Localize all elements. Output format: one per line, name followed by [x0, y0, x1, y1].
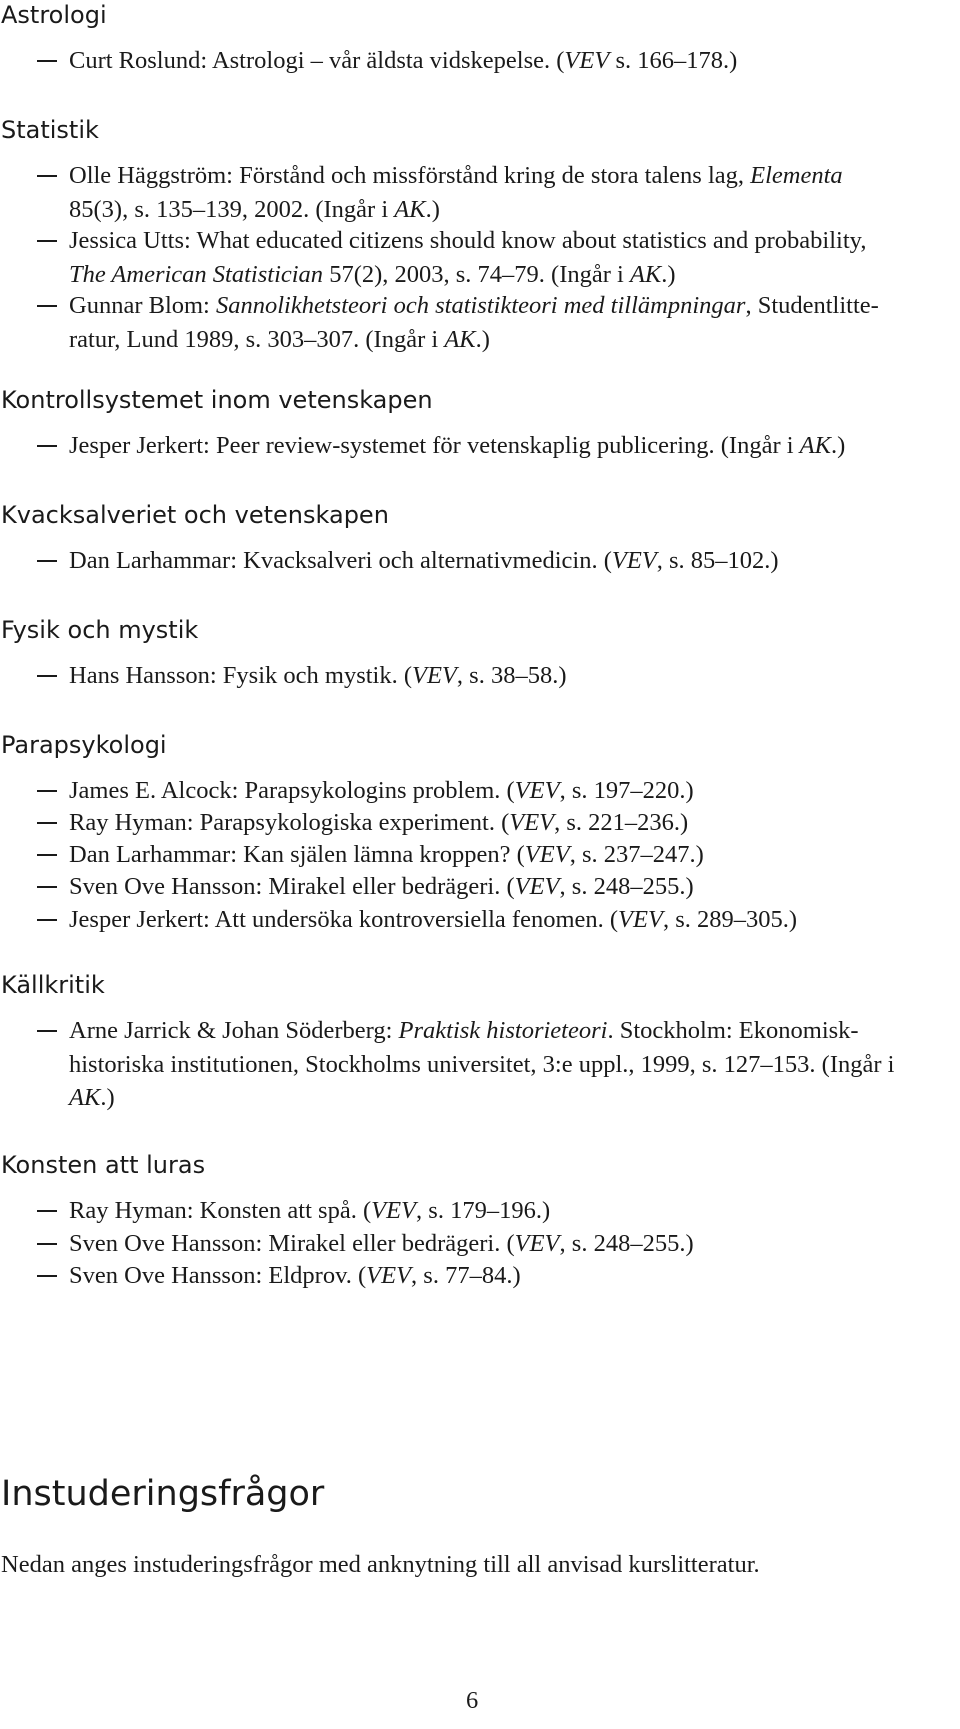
text-segment: Arne Jarrick & Johan Söderberg:: [69, 1017, 399, 1044]
text-segment: , s. 289–305.): [662, 906, 798, 933]
text-segment: Ray Hyman: Parapsykologiska experiment. (: [69, 809, 510, 836]
dash-bullet-icon: [37, 175, 57, 177]
italic-text: AK: [629, 261, 662, 288]
reference-line: [69, 1261, 521, 1291]
text-segment: historiska institutionen, Stockholms universitet, 3:e uppl., 1999, s. 127–153. (Ingår i: [69, 1051, 895, 1078]
text-segment: Dan Larhammar: Kan själen lämna kroppen? (: [69, 841, 525, 868]
reference-line: [69, 195, 440, 225]
dash-bullet-icon: [37, 445, 57, 447]
text-segment: 57(2), 2003, s. 74–79. (Ingår i: [323, 261, 630, 288]
dash-bullet-icon: [37, 886, 57, 888]
text-segment: Jesper Jerkert: Peer review-systemet för vetenskaplig publicering. (Ingår i: [69, 432, 800, 459]
section-heading-fysik-och-mystik: Fysik och mystik: [1, 616, 199, 644]
dash-bullet-icon: [37, 1243, 57, 1245]
reference-line: [69, 291, 879, 321]
text-segment: Gunnar Blom:: [69, 292, 216, 319]
dash-bullet-icon: [37, 560, 57, 562]
study-questions-heading: Instuderingsfrågor: [1, 1474, 325, 1514]
text-segment: Jessica Utts: What educated citizens should know about statistics and probability,: [69, 227, 867, 254]
italic-text: AK: [444, 326, 476, 353]
section-heading-k-llkritik: Källkritik: [1, 971, 105, 999]
italic-text: Elementa: [750, 162, 843, 189]
italic-text: VEV: [366, 1262, 412, 1289]
text-segment: Sven Ove Hansson: Eldprov. (: [69, 1262, 367, 1289]
reference-line: [69, 905, 797, 935]
reference-line: [69, 1196, 550, 1226]
reference-line: [69, 776, 694, 806]
text-segment: , s. 77–84.): [411, 1262, 521, 1289]
text-segment: ratur, Lund 1989, s. 303–307. (Ingår i: [69, 326, 445, 353]
reference-line: [69, 325, 490, 355]
text-segment: Jesper Jerkert: Att undersöka kontroversiella fenomen. (: [69, 906, 619, 933]
dash-bullet-icon: [37, 854, 57, 856]
dash-bullet-icon: [37, 1030, 57, 1032]
italic-text: VEV: [611, 547, 657, 574]
text-segment: Sven Ove Hansson: Mirakel eller bedrägeri. (: [69, 1230, 515, 1257]
dash-bullet-icon: [37, 1275, 57, 1277]
reference-line: [69, 546, 779, 576]
reference-line: [69, 260, 676, 290]
text-segment: . Stockholm: Ekonomisk-: [607, 1017, 859, 1044]
italic-text: Praktisk historieteori: [398, 1017, 608, 1044]
section-heading-parapsykologi: Parapsykologi: [1, 731, 167, 759]
text-segment: Olle Häggström: Förstånd och missförstånd kring de stora talens lag,: [69, 162, 751, 189]
section-heading-kontrollsystemet-inom-vetenskapen: Kontrollsystemet inom vetenskapen: [1, 386, 433, 414]
dash-bullet-icon: [37, 305, 57, 307]
text-segment: , s. 85–102.): [656, 547, 779, 574]
reference-line: [69, 661, 566, 691]
text-segment: .): [425, 196, 440, 223]
text-segment: , s. 221–236.): [554, 809, 689, 836]
text-segment: Sven Ove Hansson: Mirakel eller bedrägeri. (: [69, 873, 515, 900]
reference-line: [69, 1016, 859, 1046]
italic-text: VEV: [514, 777, 560, 804]
reference-line: [69, 226, 866, 256]
italic-text: AK: [394, 196, 426, 223]
section-heading-konsten-att-luras: Konsten att luras: [1, 1151, 206, 1179]
section-heading-astrologi: Astrologi: [1, 1, 107, 29]
reference-line: [69, 840, 704, 870]
reference-line: [69, 1083, 115, 1113]
section-heading-statistik: Statistik: [1, 116, 99, 144]
text-segment: Ray Hyman: Konsten att spå. (: [69, 1197, 372, 1224]
italic-text: AK: [69, 1084, 101, 1111]
italic-text: VEV: [509, 809, 555, 836]
text-segment: Hans Hansson: Fysik och mystik. (: [69, 662, 412, 689]
reference-line: [69, 1050, 894, 1080]
text-segment: Curt Roslund: Astrologi – vår äldsta vidskepelse. (: [69, 47, 565, 74]
text-segment: , s. 237–247.): [569, 841, 704, 868]
reference-line: [69, 872, 694, 902]
italic-text: VEV: [514, 873, 560, 900]
text-segment: .): [475, 326, 490, 353]
text-segment: s. 166–178.): [609, 47, 738, 74]
text-segment: , s. 38–58.): [456, 662, 567, 689]
text-segment: .): [661, 261, 676, 288]
reference-line: [69, 1229, 694, 1259]
reference-line: [69, 431, 845, 461]
reference-line: [69, 808, 688, 838]
italic-text: VEV: [524, 841, 570, 868]
dash-bullet-icon: [37, 822, 57, 824]
italic-text: The American Statistician: [69, 261, 324, 288]
text-segment: , s. 248–255.): [559, 1230, 694, 1257]
text-segment: 85(3), s. 135–139, 2002. (Ingår i: [69, 196, 395, 223]
dash-bullet-icon: [37, 240, 57, 242]
text-segment: James E. Alcock: Parapsykologins problem. (: [69, 777, 515, 804]
study-questions-intro: Nedan anges instuderingsfrågor med anknytning till all anvisad kurslitteratur.: [1, 1551, 760, 1578]
reference-line: [69, 161, 843, 191]
italic-text: VEV: [412, 662, 457, 689]
dash-bullet-icon: [37, 919, 57, 921]
reference-line: [69, 46, 737, 76]
section-heading-kvacksalveriet-och-vetenskapen: Kvacksalveriet och vetenskapen: [1, 501, 389, 529]
dash-bullet-icon: [37, 790, 57, 792]
italic-text: VEV: [618, 906, 663, 933]
text-segment: .): [830, 432, 846, 459]
text-segment: .): [100, 1084, 115, 1111]
italic-text: VEV: [514, 1230, 560, 1257]
text-segment: , s. 179–196.): [416, 1197, 551, 1224]
text-segment: Dan Larhammar: Kvacksalveri och alternativmedicin. (: [69, 547, 612, 574]
text-segment: , s. 197–220.): [559, 777, 694, 804]
italic-text: VEV: [371, 1197, 417, 1224]
italic-text: AK: [799, 432, 831, 459]
italic-text: Sannolikhetsteori och statistikteori med tillämpningar: [216, 292, 746, 319]
dash-bullet-icon: [37, 1210, 57, 1212]
text-segment: , s. 248–255.): [559, 873, 694, 900]
text-segment: , Studentlitte-: [745, 292, 879, 319]
page-number: 6: [466, 1687, 479, 1714]
dash-bullet-icon: [37, 60, 57, 62]
dash-bullet-icon: [37, 675, 57, 677]
italic-text: VEV: [564, 47, 610, 74]
